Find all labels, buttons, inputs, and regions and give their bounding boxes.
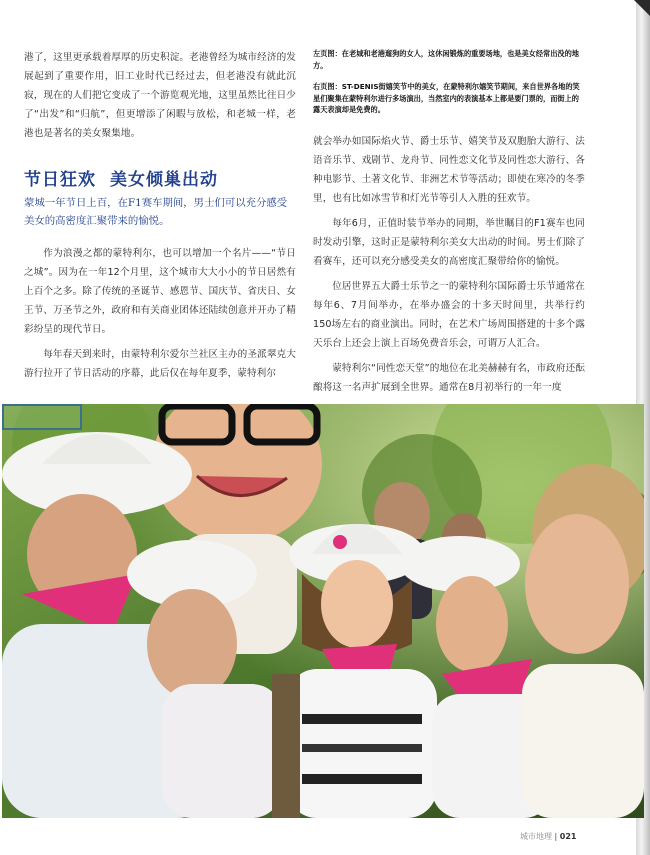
- photo-inset-frame: [2, 404, 82, 430]
- footer-separator: |: [554, 832, 558, 841]
- footer-section-label: 城市地理: [520, 832, 552, 841]
- heading-part-1: 节日狂欢: [24, 170, 96, 190]
- section-heading: [24, 165, 296, 190]
- festival-photo: [2, 404, 644, 818]
- body-paragraph-3: 就会举办如国际焰火节、爵士乐节、嬉笑节及双胞胎大游行、法语音乐节、戏剧节、龙舟节、同性恋文化节及同性恋大游行、各种电影节、土著文化节、非洲艺术节等活动；即使在寒冷的冬季里，也有比如冰雪节和灯光节等引人入胜的狂欢节。: [313, 135, 585, 204]
- body-paragraph-5: 位居世界五大爵士乐节之一的蒙特利尔国际爵士乐节通常在每年6、7月间举办，在举办盛会的十多天时间里，共举行约150场左右的商业演出。同时，在艺术广场周围搭建的十多个露天乐台上还会上演上百场免费音乐会，可谓万人汇合。: [313, 280, 585, 349]
- page-footer: [520, 831, 577, 842]
- left-column: [24, 48, 296, 383]
- body-paragraph-2: 每年春天到来时，由蒙特利尔爱尔兰社区主办的圣派翠克大游行拉开了节日活动的序幕，此后仅在每年夏季，蒙特利尔: [24, 349, 296, 379]
- festival-photo-illustration: [2, 404, 644, 818]
- body-paragraph-6: 蒙特利尔“同性恋天堂”的地位在北美赫赫有名，市政府还酝酿将这一名声扩展到全世界。通常在8月初举行的一年一度: [313, 362, 585, 393]
- section-subheading: 蒙城一年节日上百，在F1赛车期间，男士们可以充分感受美女的高密度汇聚带来的愉悦。: [24, 197, 288, 227]
- caption-right-page: 右页图：ST-DENIS街嬉笑节中的美女，在蒙特利尔嬉笑节期间，来自世界各地的笑星们聚集在蒙特利尔进行多场演出，当然室内的表演基本上都是要门票的，而街上的露天表演却是免费的。: [313, 82, 580, 114]
- intro-paragraph: 港了，这里更承载着厚厚的历史积淀。老港曾经为城市经济的发展起到了重要作用，旧工业时代已经过去，但老港没有就此沉寂，现在的人们把它变成了一个游览观光地，这里虽然比往日少了“出发”和“归航”，但更增添了闲暇与放松，和老城一样，老港也是著名的美女聚集地。: [24, 52, 296, 139]
- body-paragraph-4: 每年6月，正值时装节举办的同期，举世瞩目的F1赛车也同时发动引擎，这时正是蒙特利尔美女大出动的时间。男士们除了看赛车，还可以充分感受美女的高密度汇聚带给你的愉悦。: [313, 217, 585, 267]
- body-paragraph-1: 作为浪漫之都的蒙特利尔，也可以增加一个名片——“节日之城”。因为在一年12个月里，这个城市大大小小的节日居然有上百个之多。除了传统的圣诞节、感恩节、国庆节、省庆日、女王节、万圣节之外，政府和有关商业团体还陆续创意并开办了精彩纷呈的现代节日。: [24, 248, 296, 335]
- page-number: 021: [559, 832, 577, 841]
- right-column: [313, 48, 585, 397]
- caption-left-page: 左页图：在老城和老港遛狗的女人，这休闲锻炼的重要场地，也是美女经常出没的地方。: [313, 49, 579, 70]
- heading-part-2: 美女倾巢出动: [110, 170, 218, 190]
- page-corner: [634, 0, 650, 16]
